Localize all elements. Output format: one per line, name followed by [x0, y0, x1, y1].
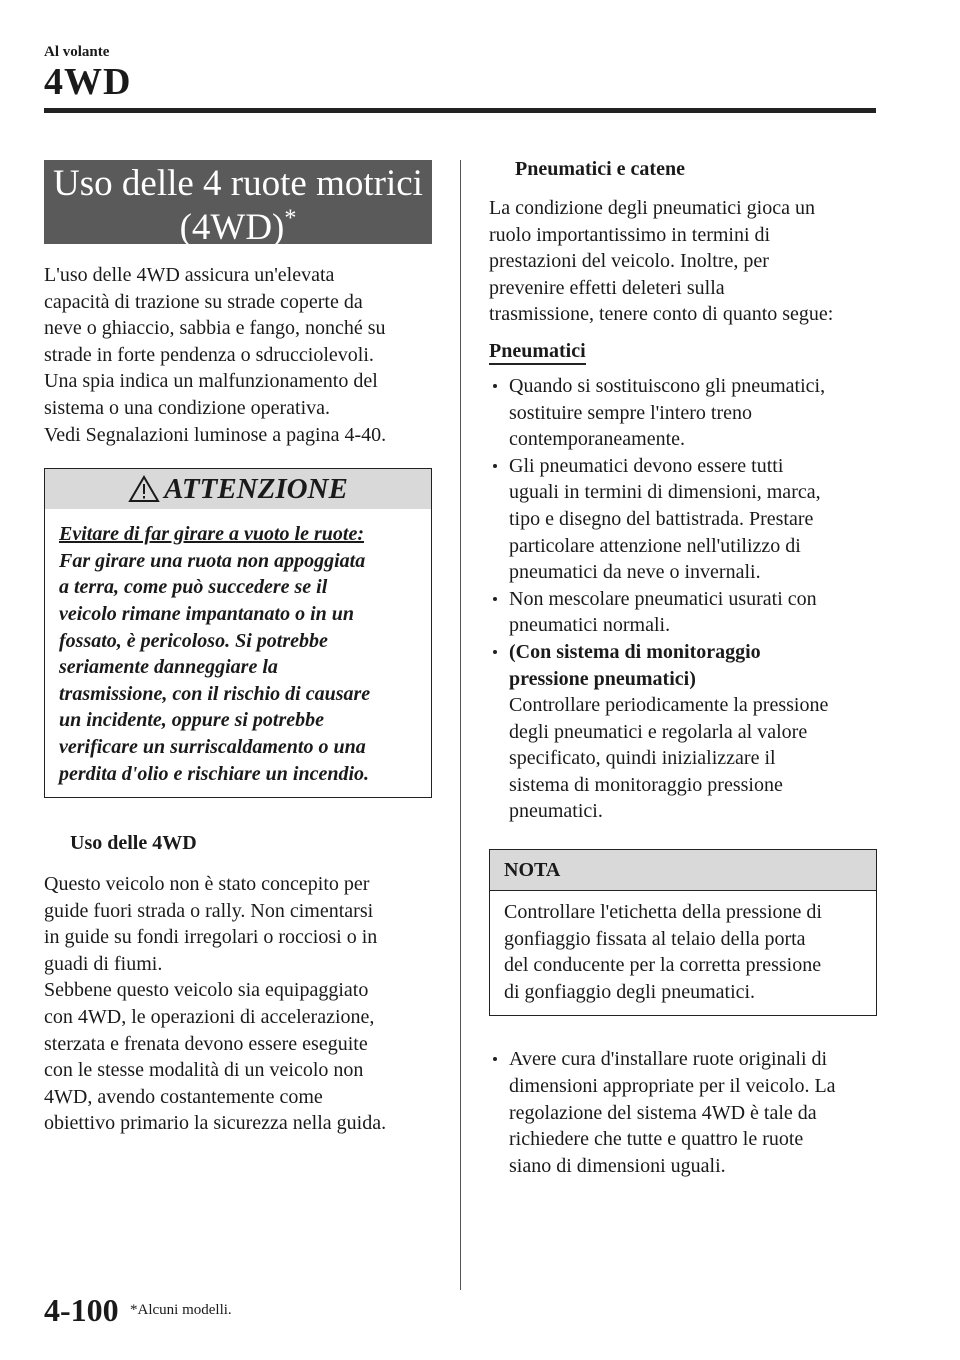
pneumatici-bullet-list [489, 373, 877, 825]
list-item: Non mescolare pneumatici usurati con pneumatici normali. [489, 586, 877, 639]
warning-subtitle: Evitare di far girare a vuoto le ruote: [59, 523, 364, 546]
nota-box [489, 849, 877, 1016]
banner-title-line1: Uso delle 4 ruote motrici [53, 163, 423, 204]
list-item: Quando si sostituiscono gli pneumatici, sostituire sempre l'intero treno contemporaneamente. [489, 373, 877, 453]
subheading-pneumatici-catene: Pneumatici e catene [489, 158, 877, 181]
left-column [44, 160, 432, 1137]
footnote: *Alcuni modelli. [130, 1302, 232, 1318]
list-item: Gli pneumatici devono essere tutti uguali in termini di dimensioni, marca, tipo e disegno del battistrada. Prestare particolare attenzione nell'utilizzo di pneumatici da neve o invernali. [489, 453, 877, 586]
header-rule [44, 108, 876, 113]
section-label: Al volante [44, 44, 110, 60]
warning-header [45, 469, 431, 509]
subheading-uso-4wd: Uso delle 4WD [44, 832, 432, 855]
right-column [489, 158, 877, 1179]
bullet-dot-icon [493, 1057, 497, 1061]
nota-title: NOTA [490, 850, 876, 891]
warning-triangle-icon [128, 475, 160, 503]
bullet-dot-icon [493, 384, 497, 388]
warning-title: ATTENZIONE [164, 472, 348, 505]
subheading-marker-icon [44, 834, 70, 854]
bullet-dot-icon [493, 464, 497, 468]
subheading-marker-icon [489, 160, 515, 180]
column-divider [460, 160, 461, 1290]
list-item: Avere cura d'installare ruote originali di dimensioni appropriate per il veicolo. La regolazione del sistema 4WD è tale da richiedere che tutte e quattro le ruote siano di dimensioni uguali. [489, 1046, 877, 1179]
bullet-dot-icon [493, 597, 497, 601]
warning-box [44, 468, 432, 798]
banner-title-line2: (4WD)* [179, 205, 297, 248]
uso-4wd-paragraph: Questo veicolo non è stato concepito per guide fuori strada o rally. Non cimentarsi in guide su fondi irregolari o rocciosi o in guadi di fiumi. Sebbene questo veicolo sia equipaggiato con 4WD, le operazioni di accelerazione, sterzata e frenata devono essere eseguite con le stesse modalità di un veicolo non 4WD, avendo costantemente come obiettivo primario la sicurezza nella guida. [44, 873, 387, 1135]
intro-paragraph: L'uso delle 4WD assicura un'elevata capacità di trazione su strade coperte da neve o ghiaccio, sabbia e fango, nonché su strade in forte pendenza o sdrucciolevoli. Una spia indica un malfunzionamento del sistema o una condizione operativa. Vedi Segnalazioni luminose a pagina 4-40. [44, 262, 432, 448]
section-banner [44, 160, 432, 248]
warning-body: Evitare di far girare a vuoto le ruote: Far girare una ruota non appoggiata a terra, come può succedere se il veicolo rimane impantanato o in un fossato, è pericoloso. Si potrebbe seriamente danneggiare la trasmissione, con il rischio di causare un incidente, oppure si potrebbe verificare un surriscaldamento o una perdita d'olio e rischiare un incendio. [45, 509, 431, 797]
pneumatici-label: Pneumatici [489, 340, 877, 363]
bullet-dot-icon [493, 650, 497, 654]
ruote-bullet-list [489, 1046, 877, 1179]
list-item: (Con sistema di monitoraggio pressione pneumatici) Controllare periodicamente la pressione degli pneumatici e regolarla al valore specificato, quindi inizializzare il sistema di monitoraggio pressione pneumatici. [489, 639, 877, 825]
page-reference: Vedi Segnalazioni luminose a pagina 4-40. [44, 423, 387, 446]
pneumatici-intro: La condizione degli pneumatici gioca un ruolo importantissimo in termini di prestazioni del veicolo. Inoltre, per prevenire effetti deleteri sulla trasmissione, tenere conto di quanto segue: [489, 197, 834, 326]
chapter-title: 4WD [44, 61, 132, 103]
footnote-asterisk: * [284, 205, 297, 232]
page-number: 4-100 [44, 1292, 119, 1328]
nota-body: Controllare l'etichetta della pressione di gonfiaggio fissata al telaio della porta del conducente per la corretta pressione di gonfiaggio degli pneumatici. [504, 901, 822, 1003]
